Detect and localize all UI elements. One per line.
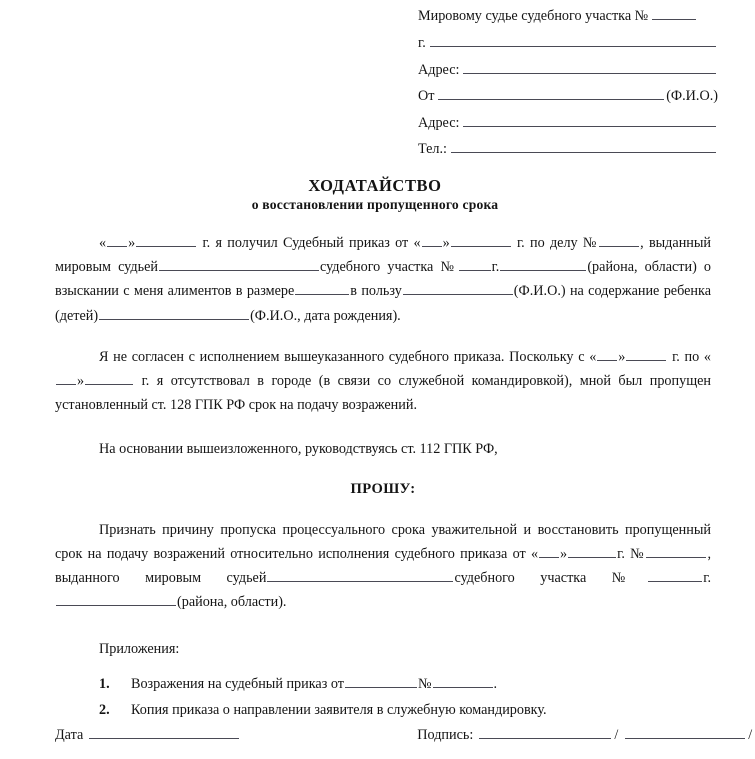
- header-blank-city[interactable]: [430, 35, 716, 47]
- header-blank-court-number[interactable]: [652, 8, 696, 20]
- header-blank-applicant-name[interactable]: [438, 88, 664, 100]
- header-row-phone: [418, 141, 718, 156]
- p2-text-4: »: [77, 373, 85, 390]
- p1-text-4: »: [442, 235, 450, 251]
- header-row-court-address: [418, 62, 718, 77]
- p1-blank-children-details[interactable]: [99, 307, 249, 320]
- header-blank-court-address[interactable]: [463, 62, 716, 74]
- footer-signature-label: Подпись:: [417, 727, 474, 743]
- footer-blank-signature[interactable]: [479, 726, 611, 739]
- attachment-1-text-2: №: [417, 676, 432, 693]
- header-row-court: [418, 8, 718, 23]
- header-blank-applicant-address[interactable]: [463, 115, 716, 127]
- header-label-from: От: [418, 88, 435, 104]
- attachments-heading: Приложения:: [99, 641, 180, 658]
- document-body: [55, 231, 711, 723]
- p1-blank-case-number[interactable]: [599, 234, 639, 247]
- footer-slash-2: /: [748, 727, 753, 743]
- p1-text-3: г. я получил Судебный приказ от «: [202, 235, 421, 251]
- p4-blank-order-number[interactable]: [646, 545, 706, 558]
- p1-blank-district-city[interactable]: [500, 258, 586, 271]
- p1-blank-order-day[interactable]: [422, 234, 442, 247]
- p1-blank-day[interactable]: [107, 234, 127, 247]
- footer-date-label: Дата: [55, 727, 84, 743]
- p4-text-3: г. №: [617, 545, 646, 562]
- request-heading: ПРОШУ:: [350, 480, 416, 497]
- footer-blank-signatory-name[interactable]: [625, 726, 745, 739]
- attachment-1-text-3: .: [493, 676, 498, 693]
- p4-text-1: Признать причину пропуска процессуального срока уважительной и восстановить пропущенный срок на подачу возражений относительно исполнения судебного приказа от «: [55, 521, 711, 562]
- p2-blank-from-day[interactable]: [597, 348, 617, 361]
- p1-text-7: судебного участка №: [319, 259, 458, 276]
- signature-footer: [55, 726, 753, 743]
- header-row-from: [418, 88, 718, 103]
- p4-blank-order-month-year[interactable]: [568, 545, 616, 558]
- p4-blank-order-day[interactable]: [539, 545, 559, 558]
- p1-text-5: г. по делу №: [516, 235, 599, 251]
- p1-text-9: (района, области) о взыскании с меня алиментов в размере: [55, 259, 712, 300]
- p1-blank-order-month-year[interactable]: [451, 234, 511, 247]
- title-block: [0, 176, 750, 214]
- p1-text-10: в пользу: [350, 283, 402, 300]
- p1-text-8: г.: [491, 259, 500, 276]
- attachments-list: [55, 671, 711, 723]
- p1-blank-alimony-amount[interactable]: [295, 282, 349, 295]
- p4-text-7: (района, области).: [177, 594, 287, 611]
- p2-text-3: г. по «: [672, 348, 712, 365]
- attachment-item-2: [99, 697, 711, 723]
- p1-text-6: , выданный мировым судьей: [55, 235, 712, 276]
- attachment-1-blank-date[interactable]: [345, 675, 417, 688]
- p2-blank-to-month-year[interactable]: [85, 372, 133, 385]
- attachment-1-blank-number[interactable]: [433, 675, 493, 688]
- p4-blank-judge-name[interactable]: [267, 569, 453, 582]
- p1-text-12: (Ф.И.О., дата рождения).: [250, 307, 401, 324]
- footer-slash-1: /: [614, 727, 619, 743]
- attachment-item-1: [99, 671, 711, 697]
- p2-text-1: Я не согласен с исполнением вышеуказанного судебного приказа. Поскольку с «: [99, 348, 597, 365]
- p2-text-2: »: [618, 348, 626, 365]
- p1-blank-judge-name[interactable]: [159, 258, 319, 271]
- paragraph-order-received: [55, 231, 711, 328]
- attachment-2-text-1: Копия приказа о направлении заявителя в служебную командировку.: [131, 702, 547, 719]
- p4-blank-district-city[interactable]: [56, 593, 176, 606]
- p3-text-1: На основании вышеизложенного, руководствуясь ст. 112 ГПК РФ,: [99, 441, 498, 458]
- page-title: ХОДАТАЙСТВО: [308, 176, 442, 195]
- header-label-court: Мировому судье судебного участка №: [418, 8, 649, 24]
- paragraph-request: [55, 518, 711, 615]
- p1-text-11: (Ф.И.О.) на содержание ребенка (детей): [55, 283, 711, 324]
- p4-text-2: »: [560, 545, 568, 562]
- p2-blank-to-day[interactable]: [56, 372, 76, 385]
- attachment-1-text-1: Возражения на судебный приказ от: [131, 676, 344, 693]
- paragraph-legal-basis: [55, 437, 711, 461]
- footer-signature-group: [417, 726, 755, 743]
- p1-blank-recipient-name[interactable]: [403, 282, 513, 295]
- footer-blank-date[interactable]: [89, 726, 239, 739]
- p2-text-5: г. я отсутствовал в городе (в связи со служебной командировкой), мной был пропущен установленный ст. 128 ГПК РФ срок на подачу возражений.: [55, 373, 712, 414]
- header-label-applicant-address: Адрес:: [418, 114, 460, 131]
- header-label-city: г.: [418, 35, 426, 51]
- header-label-phone: Тел.:: [418, 141, 447, 157]
- p1-text-1: «: [99, 235, 107, 251]
- header-row-applicant-address: [418, 115, 718, 130]
- addressee-header-block: [418, 8, 718, 168]
- header-hint-applicant-fio: (Ф.И.О.): [666, 88, 718, 104]
- p4-text-5: судебного участка №: [454, 570, 648, 587]
- footer-date-group: [55, 726, 239, 743]
- p4-text-6: г.: [703, 570, 711, 587]
- paragraph-disagreement: [55, 345, 711, 418]
- p1-blank-district-number[interactable]: [459, 258, 491, 271]
- page-subtitle: о восстановлении пропущенного срока: [251, 197, 499, 212]
- p1-text-2: »: [128, 235, 136, 251]
- p2-blank-from-month-year[interactable]: [626, 348, 666, 361]
- header-row-city: [418, 35, 718, 50]
- header-label-court-address: Адрес:: [418, 61, 460, 78]
- header-blank-phone[interactable]: [451, 141, 716, 153]
- p1-blank-month-year[interactable]: [136, 234, 196, 247]
- p4-text-4: , выданного мировым судьей: [55, 545, 711, 587]
- p4-blank-district-number[interactable]: [648, 569, 702, 582]
